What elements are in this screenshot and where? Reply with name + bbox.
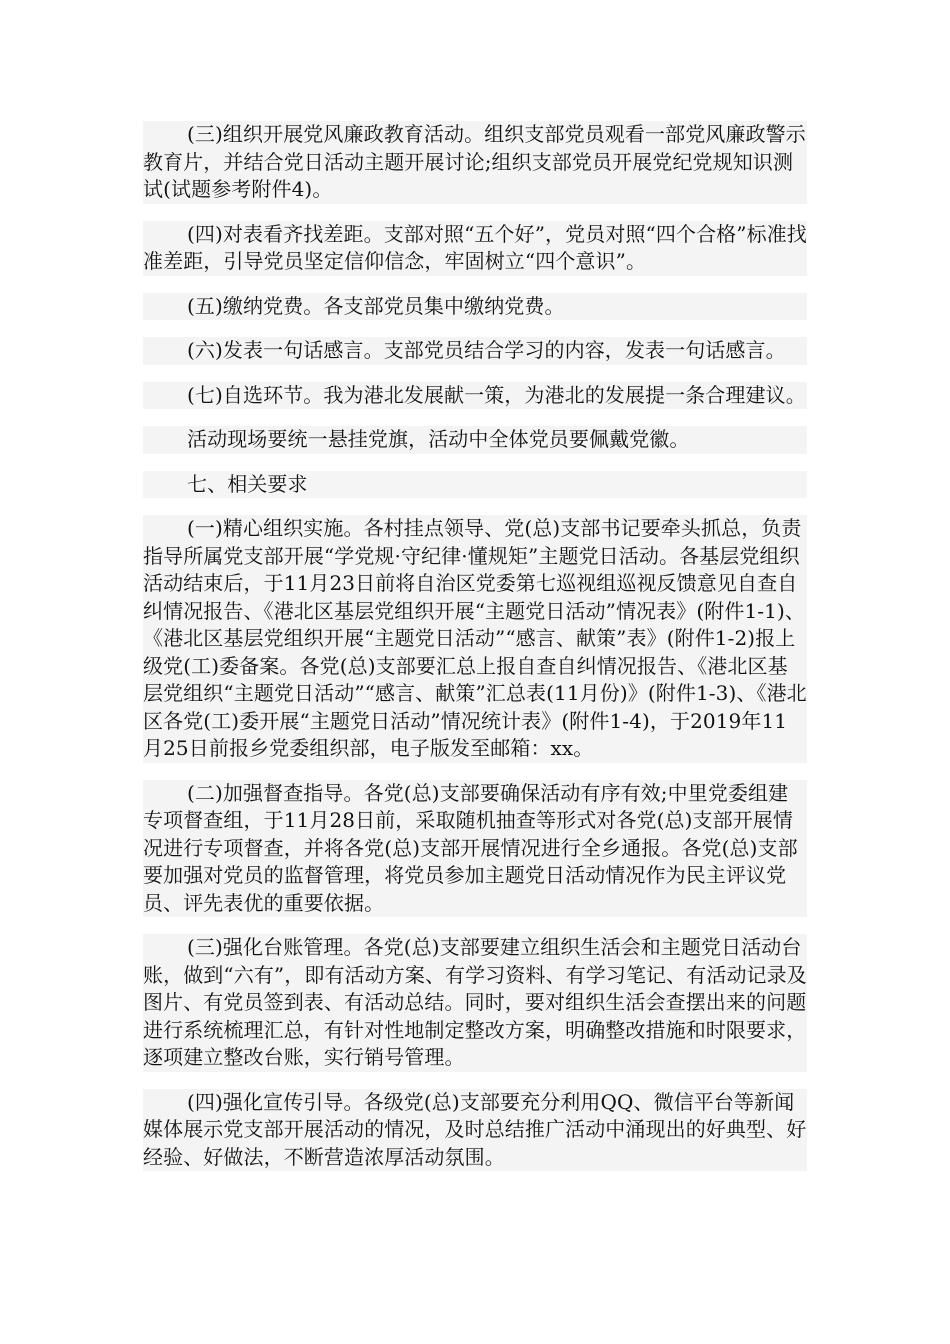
paragraph-publicity: (四)强化宣传引导。各级党(总)支部要充分利用QQ、微信平台等新闻媒体展示党支部开展活动的情况，及时总结推广活动中涌现出的好典型、好经验、好做法，不断营造浓厚活动氛围。 (143, 1089, 807, 1172)
paragraph-find-gaps: (四)对表看齐找差距。支部对照“五个好”，党员对照“四个合格”标准找准差距，引导党员坚定信仰信念，牢固树立“四个意识”。 (143, 221, 807, 276)
section-heading-requirements: 七、相关要求 (143, 471, 807, 499)
paragraph-flag-and-badge: 活动现场要统一悬挂党旗，活动中全体党员要佩戴党徽。 (143, 426, 807, 454)
paragraph-organize-implementation: (一)精心组织实施。各村挂点领导、党(总)支部书记要牵头抓总，负责指导所属党支部开展“学党规·守纪律·懂规矩”主题党日活动。各基层党组织活动结束后，于11月23日前将自治区党委第七巡视组巡视反馈意见自查自纠情况报告、《港北区基层党组织开展“主题党日活动”情况表》(附件1-1)、《港北区基层党组织开展“主题党日活动”“感言、献策”表》(附件1-2)报上级党(工)委备案。各党(总)支部要汇总上报自查自纠情况报告、《港北区基层党组织“主题党日活动”“感言、献策”汇总表(11月份)》(附件1-3)、《港北区各党(工)委开展“主题党日活动”情况统计表》(附件1-4)，于2019年11月25日前报乡党委组织部，电子版发至邮箱：xx。 (143, 515, 807, 763)
paragraph-optional-session: (七)自选环节。我为港北发展献一策，为港北的发展提一条合理建议。 (143, 382, 807, 410)
paragraph-one-sentence: (六)发表一句话感言。支部党员结合学习的内容，发表一句话感言。 (143, 337, 807, 365)
paragraph-education-activity: (三)组织开展党风廉政教育活动。组织支部党员观看一部党风廉政警示教育片，并结合党日活动主题开展讨论;组织支部党员开展党纪党规知识测试(试题参考附件4)。 (143, 121, 807, 204)
paragraph-ledger-management: (三)强化台账管理。各党(总)支部要建立组织生活会和主题党日活动台账，做到“六有”，即有活动方案、有学习资料、有学习笔记、有活动记录及图片、有党员签到表、有活动总结。同时，要对组织生活会查摆出来的问题进行系统梳理汇总，有针对性地制定整改方案，明确整改措施和时限要求，逐项建立整改台账，实行销号管理。 (143, 934, 807, 1072)
paragraph-supervision: (二)加强督查指导。各党(总)支部要确保活动有序有效;中里党委组建专项督查组，于11月28日前，采取随机抽查等形式对各党(总)支部开展情况进行专项督查，并将各党(总)支部开展情况进行全乡通报。各党(总)支部要加强对党员的监督管理，将党员参加主题党日活动情况作为民主评议党员、评先表优的重要依据。 (143, 780, 807, 918)
paragraph-party-dues: (五)缴纳党费。各支部党员集中缴纳党费。 (143, 293, 807, 321)
document-body (143, 121, 807, 1188)
